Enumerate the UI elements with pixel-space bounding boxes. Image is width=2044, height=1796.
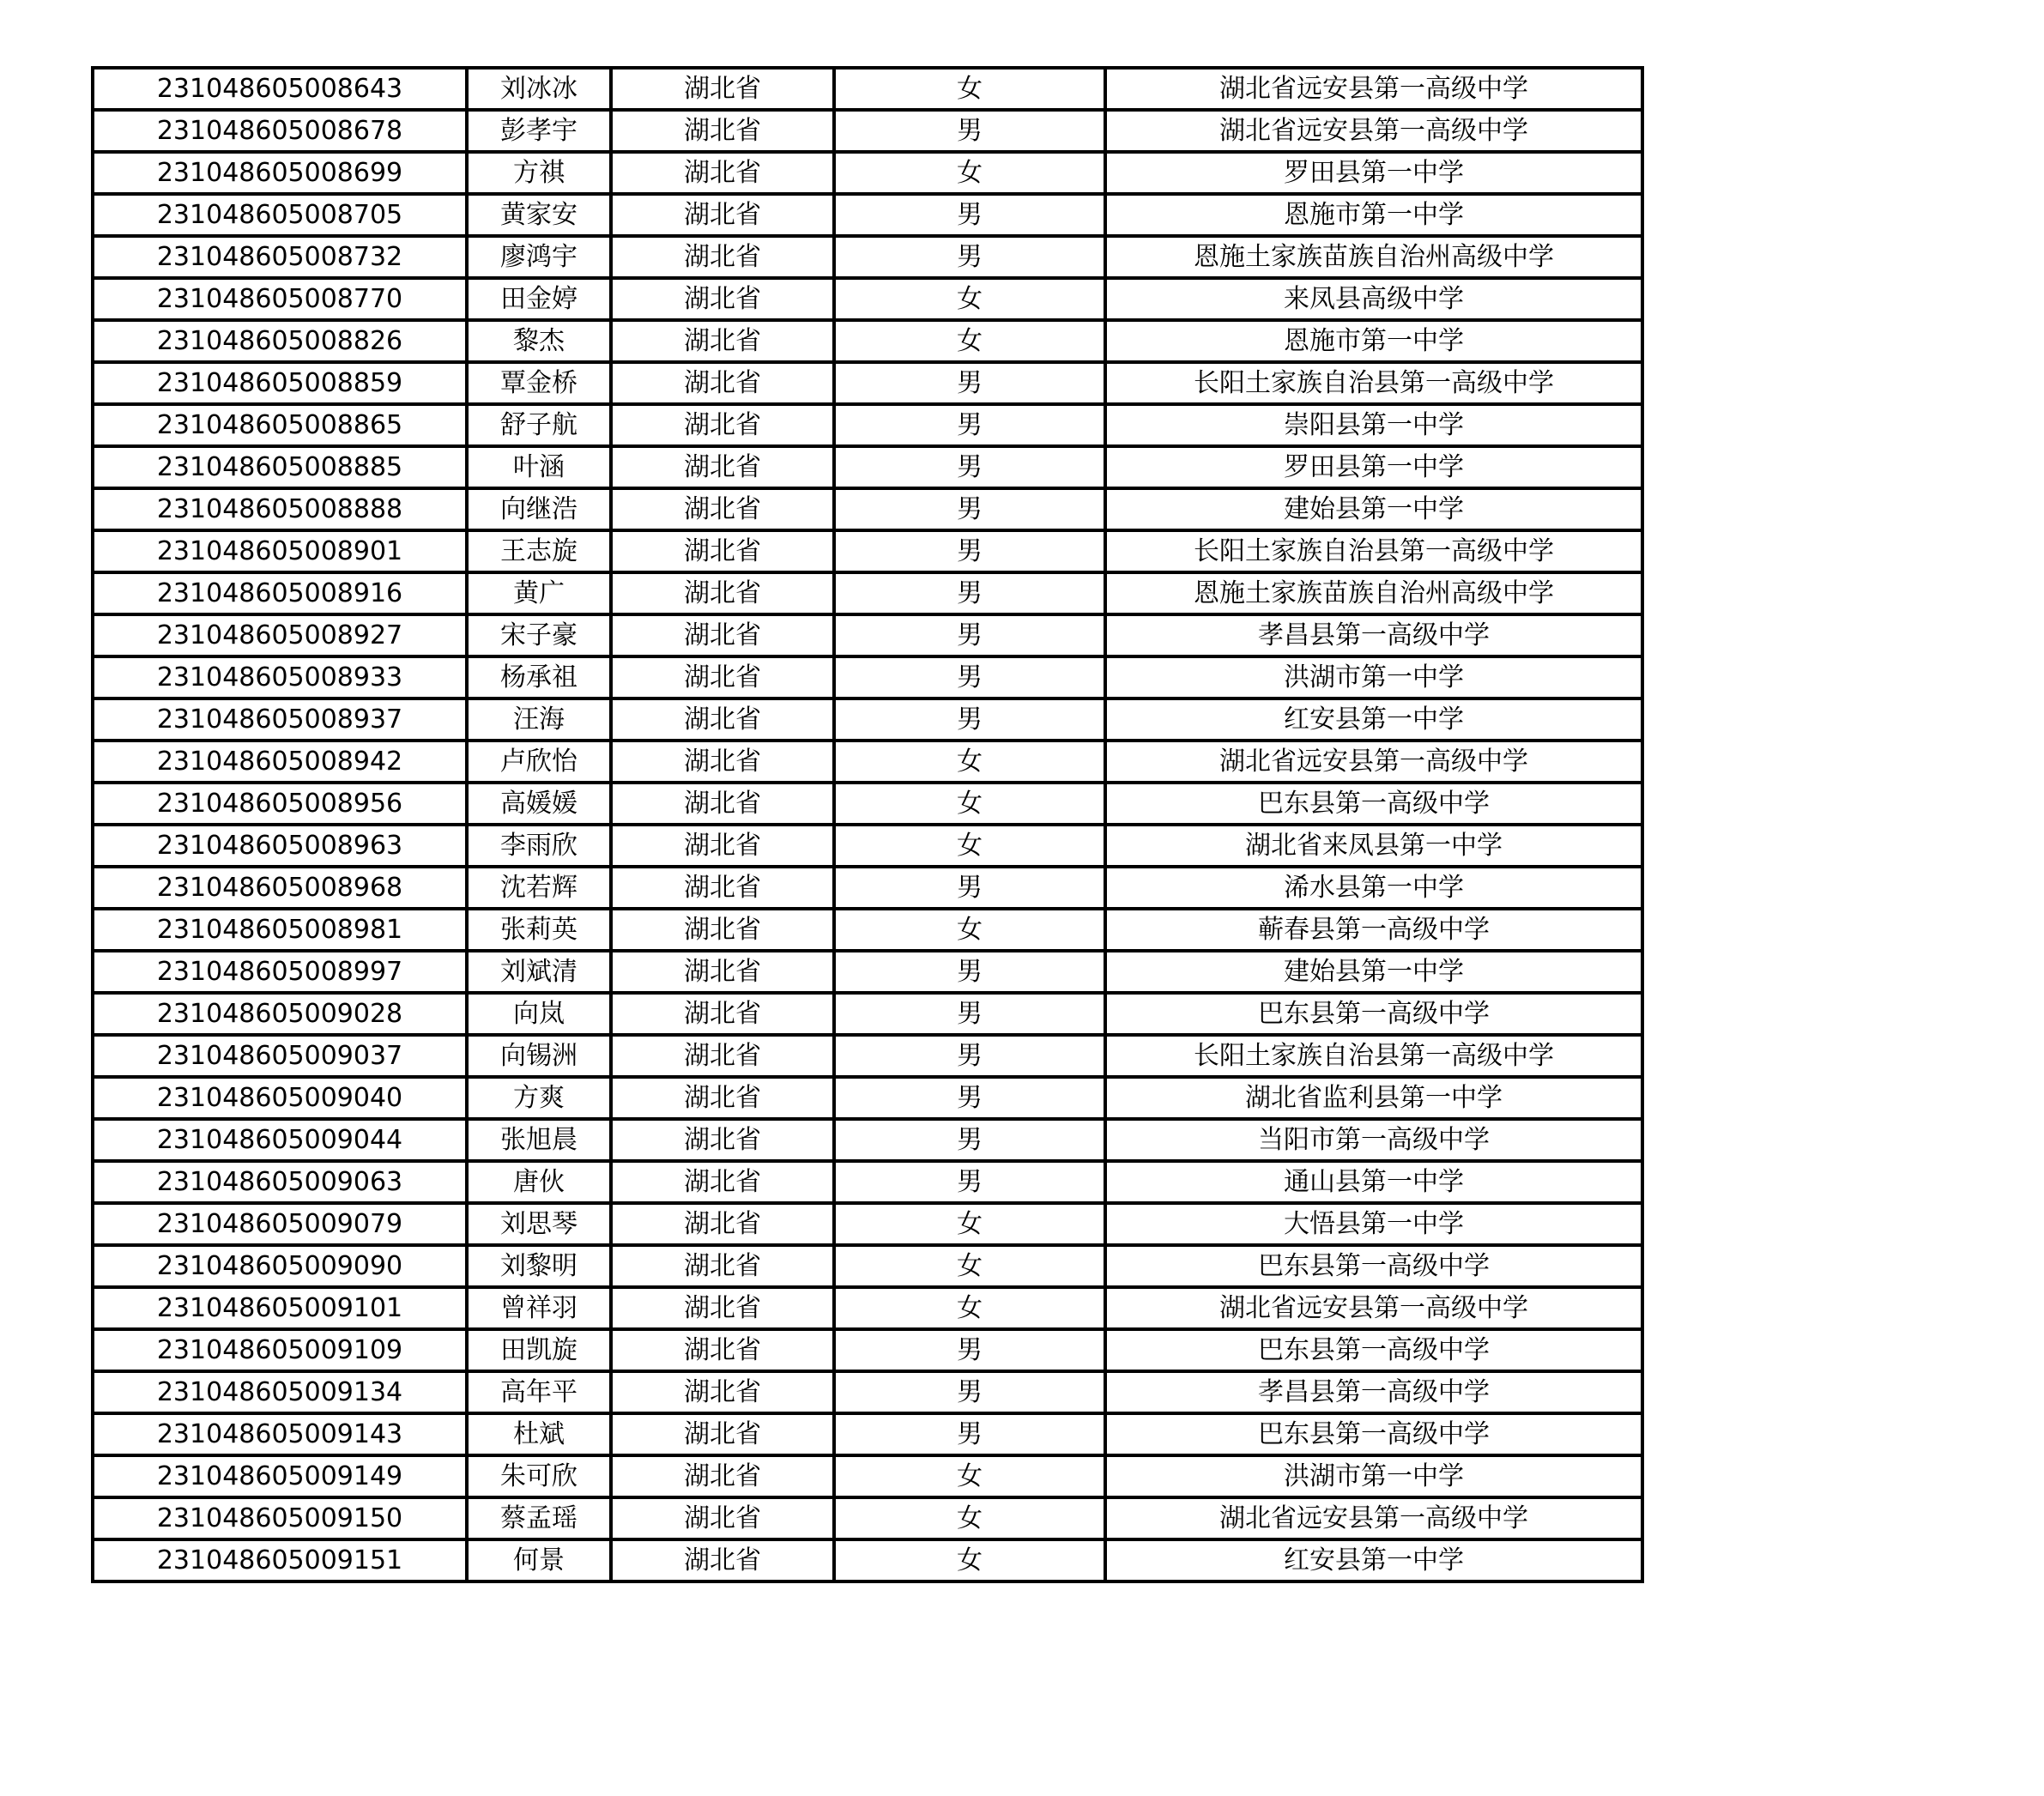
school-cell: 洪湖市第一中学 (1105, 656, 1642, 698)
school-cell: 巴东县第一高级中学 (1105, 993, 1642, 1035)
student-name-cell: 刘冰冰 (467, 68, 611, 110)
gender-cell: 女 (834, 1455, 1105, 1497)
school-cell: 巴东县第一高级中学 (1105, 1329, 1642, 1371)
province-cell: 湖北省 (611, 1203, 834, 1245)
table-row (93, 825, 1642, 867)
school-cell: 湖北省来凤县第一中学 (1105, 825, 1642, 867)
gender-cell: 女 (834, 1287, 1105, 1329)
school-cell: 长阳土家族自治县第一高级中学 (1105, 1035, 1642, 1077)
student-name-cell: 覃金桥 (467, 362, 611, 404)
candidate-id-cell: 231048605008956 (93, 783, 467, 825)
table-row (93, 1119, 1642, 1161)
province-cell: 湖北省 (611, 1287, 834, 1329)
gender-cell: 男 (834, 404, 1105, 446)
table-row (93, 404, 1642, 446)
student-name-cell: 汪海 (467, 698, 611, 741)
gender-cell: 男 (834, 1035, 1105, 1077)
gender-cell: 男 (834, 110, 1105, 152)
gender-cell: 男 (834, 1119, 1105, 1161)
school-cell: 恩施土家族苗族自治州高级中学 (1105, 572, 1642, 614)
school-cell: 罗田县第一中学 (1105, 152, 1642, 194)
school-cell: 大悟县第一中学 (1105, 1203, 1642, 1245)
student-name-cell: 黄广 (467, 572, 611, 614)
province-cell: 湖北省 (611, 404, 834, 446)
province-cell: 湖北省 (611, 1119, 834, 1161)
province-cell: 湖北省 (611, 867, 834, 909)
province-cell: 湖北省 (611, 446, 834, 488)
student-name-cell: 刘黎明 (467, 1245, 611, 1287)
student-name-cell: 王志旋 (467, 530, 611, 572)
candidate-id-cell: 231048605008933 (93, 656, 467, 698)
candidate-id-cell: 231048605008826 (93, 320, 467, 362)
student-name-cell: 田金婷 (467, 278, 611, 320)
candidate-id-cell: 231048605009101 (93, 1287, 467, 1329)
candidate-id-cell: 231048605009079 (93, 1203, 467, 1245)
province-cell: 湖北省 (611, 152, 834, 194)
candidate-id-cell: 231048605008859 (93, 362, 467, 404)
table-row (93, 867, 1642, 909)
gender-cell: 女 (834, 825, 1105, 867)
province-cell: 湖北省 (611, 1245, 834, 1287)
table-row (93, 110, 1642, 152)
roster-body (93, 68, 1642, 1581)
province-cell: 湖北省 (611, 362, 834, 404)
school-cell: 来凤县高级中学 (1105, 278, 1642, 320)
gender-cell: 男 (834, 1371, 1105, 1413)
candidate-id-cell: 231048605008916 (93, 572, 467, 614)
gender-cell: 女 (834, 320, 1105, 362)
school-cell: 巴东县第一高级中学 (1105, 783, 1642, 825)
gender-cell: 男 (834, 530, 1105, 572)
school-cell: 建始县第一中学 (1105, 488, 1642, 530)
table-row (93, 320, 1642, 362)
school-cell: 洪湖市第一中学 (1105, 1455, 1642, 1497)
table-row (93, 446, 1642, 488)
candidate-id-cell: 231048605008963 (93, 825, 467, 867)
school-cell: 建始县第一中学 (1105, 951, 1642, 993)
school-cell: 蕲春县第一高级中学 (1105, 909, 1642, 951)
province-cell: 湖北省 (611, 1413, 834, 1455)
student-name-cell: 向锡洲 (467, 1035, 611, 1077)
gender-cell: 男 (834, 698, 1105, 741)
student-name-cell: 彭孝宇 (467, 110, 611, 152)
school-cell: 长阳土家族自治县第一高级中学 (1105, 530, 1642, 572)
student-name-cell: 张旭晨 (467, 1119, 611, 1161)
gender-cell: 男 (834, 1161, 1105, 1203)
table-row (93, 1161, 1642, 1203)
student-name-cell: 沈若辉 (467, 867, 611, 909)
candidate-id-cell: 231048605008678 (93, 110, 467, 152)
school-cell: 恩施市第一中学 (1105, 194, 1642, 236)
student-name-cell: 蔡孟瑶 (467, 1497, 611, 1539)
table-row (93, 152, 1642, 194)
student-name-cell: 杨承祖 (467, 656, 611, 698)
student-name-cell: 黎杰 (467, 320, 611, 362)
table-row (93, 1455, 1642, 1497)
candidate-id-cell: 231048605008968 (93, 867, 467, 909)
student-name-cell: 曾祥羽 (467, 1287, 611, 1329)
candidate-id-cell: 231048605009090 (93, 1245, 467, 1287)
candidate-id-cell: 231048605009109 (93, 1329, 467, 1371)
gender-cell: 男 (834, 951, 1105, 993)
student-name-cell: 方爽 (467, 1077, 611, 1119)
table-row (93, 488, 1642, 530)
table-row (93, 530, 1642, 572)
school-cell: 湖北省远安县第一高级中学 (1105, 68, 1642, 110)
school-cell: 湖北省远安县第一高级中学 (1105, 1497, 1642, 1539)
gender-cell: 女 (834, 152, 1105, 194)
gender-cell: 男 (834, 572, 1105, 614)
table-row (93, 68, 1642, 110)
school-cell: 长阳土家族自治县第一高级中学 (1105, 362, 1642, 404)
province-cell: 湖北省 (611, 656, 834, 698)
gender-cell: 女 (834, 1245, 1105, 1287)
student-name-cell: 方祺 (467, 152, 611, 194)
student-name-cell: 田凯旋 (467, 1329, 611, 1371)
candidate-id-cell: 231048605008732 (93, 236, 467, 278)
candidate-id-cell: 231048605008888 (93, 488, 467, 530)
candidate-id-cell: 231048605009134 (93, 1371, 467, 1413)
province-cell: 湖北省 (611, 236, 834, 278)
table-row (93, 1035, 1642, 1077)
province-cell: 湖北省 (611, 993, 834, 1035)
province-cell: 湖北省 (611, 572, 834, 614)
student-name-cell: 卢欣怡 (467, 741, 611, 783)
candidate-id-cell: 231048605009044 (93, 1119, 467, 1161)
table-row (93, 783, 1642, 825)
school-cell: 红安县第一中学 (1105, 1539, 1642, 1581)
table-row (93, 741, 1642, 783)
table-row (93, 1287, 1642, 1329)
candidate-id-cell: 231048605008927 (93, 614, 467, 656)
candidate-id-cell: 231048605008770 (93, 278, 467, 320)
school-cell: 孝昌县第一高级中学 (1105, 614, 1642, 656)
province-cell: 湖北省 (611, 1077, 834, 1119)
gender-cell: 男 (834, 362, 1105, 404)
table-row (93, 656, 1642, 698)
candidate-id-cell: 231048605009149 (93, 1455, 467, 1497)
school-cell: 通山县第一中学 (1105, 1161, 1642, 1203)
candidate-id-cell: 231048605008699 (93, 152, 467, 194)
student-name-cell: 朱可欣 (467, 1455, 611, 1497)
province-cell: 湖北省 (611, 1371, 834, 1413)
school-cell: 浠水县第一中学 (1105, 867, 1642, 909)
school-cell: 红安县第一中学 (1105, 698, 1642, 741)
gender-cell: 女 (834, 1497, 1105, 1539)
table-row (93, 909, 1642, 951)
student-name-cell: 舒子航 (467, 404, 611, 446)
province-cell: 湖北省 (611, 698, 834, 741)
table-row (93, 614, 1642, 656)
gender-cell: 女 (834, 783, 1105, 825)
school-cell: 巴东县第一高级中学 (1105, 1413, 1642, 1455)
table-row (93, 236, 1642, 278)
province-cell: 湖北省 (611, 1329, 834, 1371)
candidate-id-cell: 231048605008643 (93, 68, 467, 110)
table-row (93, 362, 1642, 404)
province-cell: 湖北省 (611, 741, 834, 783)
province-cell: 湖北省 (611, 1161, 834, 1203)
student-name-cell: 何景 (467, 1539, 611, 1581)
province-cell: 湖北省 (611, 1035, 834, 1077)
student-name-cell: 刘思琴 (467, 1203, 611, 1245)
gender-cell: 女 (834, 1203, 1105, 1245)
school-cell: 巴东县第一高级中学 (1105, 1245, 1642, 1287)
candidate-id-cell: 231048605008997 (93, 951, 467, 993)
candidate-id-cell: 231048605009040 (93, 1077, 467, 1119)
gender-cell: 女 (834, 909, 1105, 951)
gender-cell: 男 (834, 614, 1105, 656)
province-cell: 湖北省 (611, 614, 834, 656)
province-cell: 湖北省 (611, 530, 834, 572)
gender-cell: 女 (834, 741, 1105, 783)
gender-cell: 男 (834, 446, 1105, 488)
candidate-id-cell: 231048605009143 (93, 1413, 467, 1455)
student-name-cell: 李雨欣 (467, 825, 611, 867)
table-row (93, 993, 1642, 1035)
province-cell: 湖北省 (611, 1497, 834, 1539)
gender-cell: 女 (834, 68, 1105, 110)
candidate-id-cell: 231048605008885 (93, 446, 467, 488)
school-cell: 恩施土家族苗族自治州高级中学 (1105, 236, 1642, 278)
province-cell: 湖北省 (611, 1539, 834, 1581)
table-row (93, 278, 1642, 320)
table-row (93, 1077, 1642, 1119)
student-name-cell: 刘斌清 (467, 951, 611, 993)
province-cell: 湖北省 (611, 278, 834, 320)
province-cell: 湖北省 (611, 68, 834, 110)
candidate-id-cell: 231048605008865 (93, 404, 467, 446)
province-cell: 湖北省 (611, 783, 834, 825)
gender-cell: 男 (834, 1329, 1105, 1371)
student-name-cell: 杜斌 (467, 1413, 611, 1455)
table-row (93, 1497, 1642, 1539)
candidate-id-cell: 231048605008937 (93, 698, 467, 741)
province-cell: 湖北省 (611, 194, 834, 236)
student-roster-table (91, 66, 1644, 1583)
candidate-id-cell: 231048605008901 (93, 530, 467, 572)
table-row (93, 951, 1642, 993)
student-name-cell: 廖鸿宇 (467, 236, 611, 278)
gender-cell: 男 (834, 488, 1105, 530)
student-name-cell: 黄家安 (467, 194, 611, 236)
school-cell: 湖北省远安县第一高级中学 (1105, 741, 1642, 783)
table-row (93, 1329, 1642, 1371)
student-name-cell: 向继浩 (467, 488, 611, 530)
gender-cell: 男 (834, 236, 1105, 278)
school-cell: 恩施市第一中学 (1105, 320, 1642, 362)
school-cell: 崇阳县第一中学 (1105, 404, 1642, 446)
school-cell: 罗田县第一中学 (1105, 446, 1642, 488)
candidate-id-cell: 231048605008981 (93, 909, 467, 951)
table-row (93, 1203, 1642, 1245)
province-cell: 湖北省 (611, 320, 834, 362)
school-cell: 孝昌县第一高级中学 (1105, 1371, 1642, 1413)
gender-cell: 男 (834, 1077, 1105, 1119)
candidate-id-cell: 231048605008705 (93, 194, 467, 236)
province-cell: 湖北省 (611, 909, 834, 951)
table-row (93, 1413, 1642, 1455)
candidate-id-cell: 231048605008942 (93, 741, 467, 783)
gender-cell: 男 (834, 993, 1105, 1035)
candidate-id-cell: 231048605009150 (93, 1497, 467, 1539)
gender-cell: 男 (834, 1413, 1105, 1455)
gender-cell: 男 (834, 867, 1105, 909)
candidate-id-cell: 231048605009037 (93, 1035, 467, 1077)
table-row (93, 572, 1642, 614)
gender-cell: 男 (834, 656, 1105, 698)
table-row (93, 1539, 1642, 1581)
gender-cell: 女 (834, 278, 1105, 320)
student-name-cell: 高年平 (467, 1371, 611, 1413)
school-cell: 当阳市第一高级中学 (1105, 1119, 1642, 1161)
student-name-cell: 宋子豪 (467, 614, 611, 656)
province-cell: 湖北省 (611, 1455, 834, 1497)
table-row (93, 1371, 1642, 1413)
table-row (93, 194, 1642, 236)
student-name-cell: 高媛媛 (467, 783, 611, 825)
school-cell: 湖北省远安县第一高级中学 (1105, 110, 1642, 152)
candidate-id-cell: 231048605009151 (93, 1539, 467, 1581)
student-name-cell: 叶涵 (467, 446, 611, 488)
gender-cell: 男 (834, 194, 1105, 236)
province-cell: 湖北省 (611, 110, 834, 152)
province-cell: 湖北省 (611, 488, 834, 530)
student-name-cell: 向岚 (467, 993, 611, 1035)
province-cell: 湖北省 (611, 825, 834, 867)
school-cell: 湖北省监利县第一中学 (1105, 1077, 1642, 1119)
student-name-cell: 唐伙 (467, 1161, 611, 1203)
table-row (93, 698, 1642, 741)
school-cell: 湖北省远安县第一高级中学 (1105, 1287, 1642, 1329)
student-name-cell: 张莉英 (467, 909, 611, 951)
candidate-id-cell: 231048605009028 (93, 993, 467, 1035)
province-cell: 湖北省 (611, 951, 834, 993)
gender-cell: 女 (834, 1539, 1105, 1581)
candidate-id-cell: 231048605009063 (93, 1161, 467, 1203)
table-row (93, 1245, 1642, 1287)
